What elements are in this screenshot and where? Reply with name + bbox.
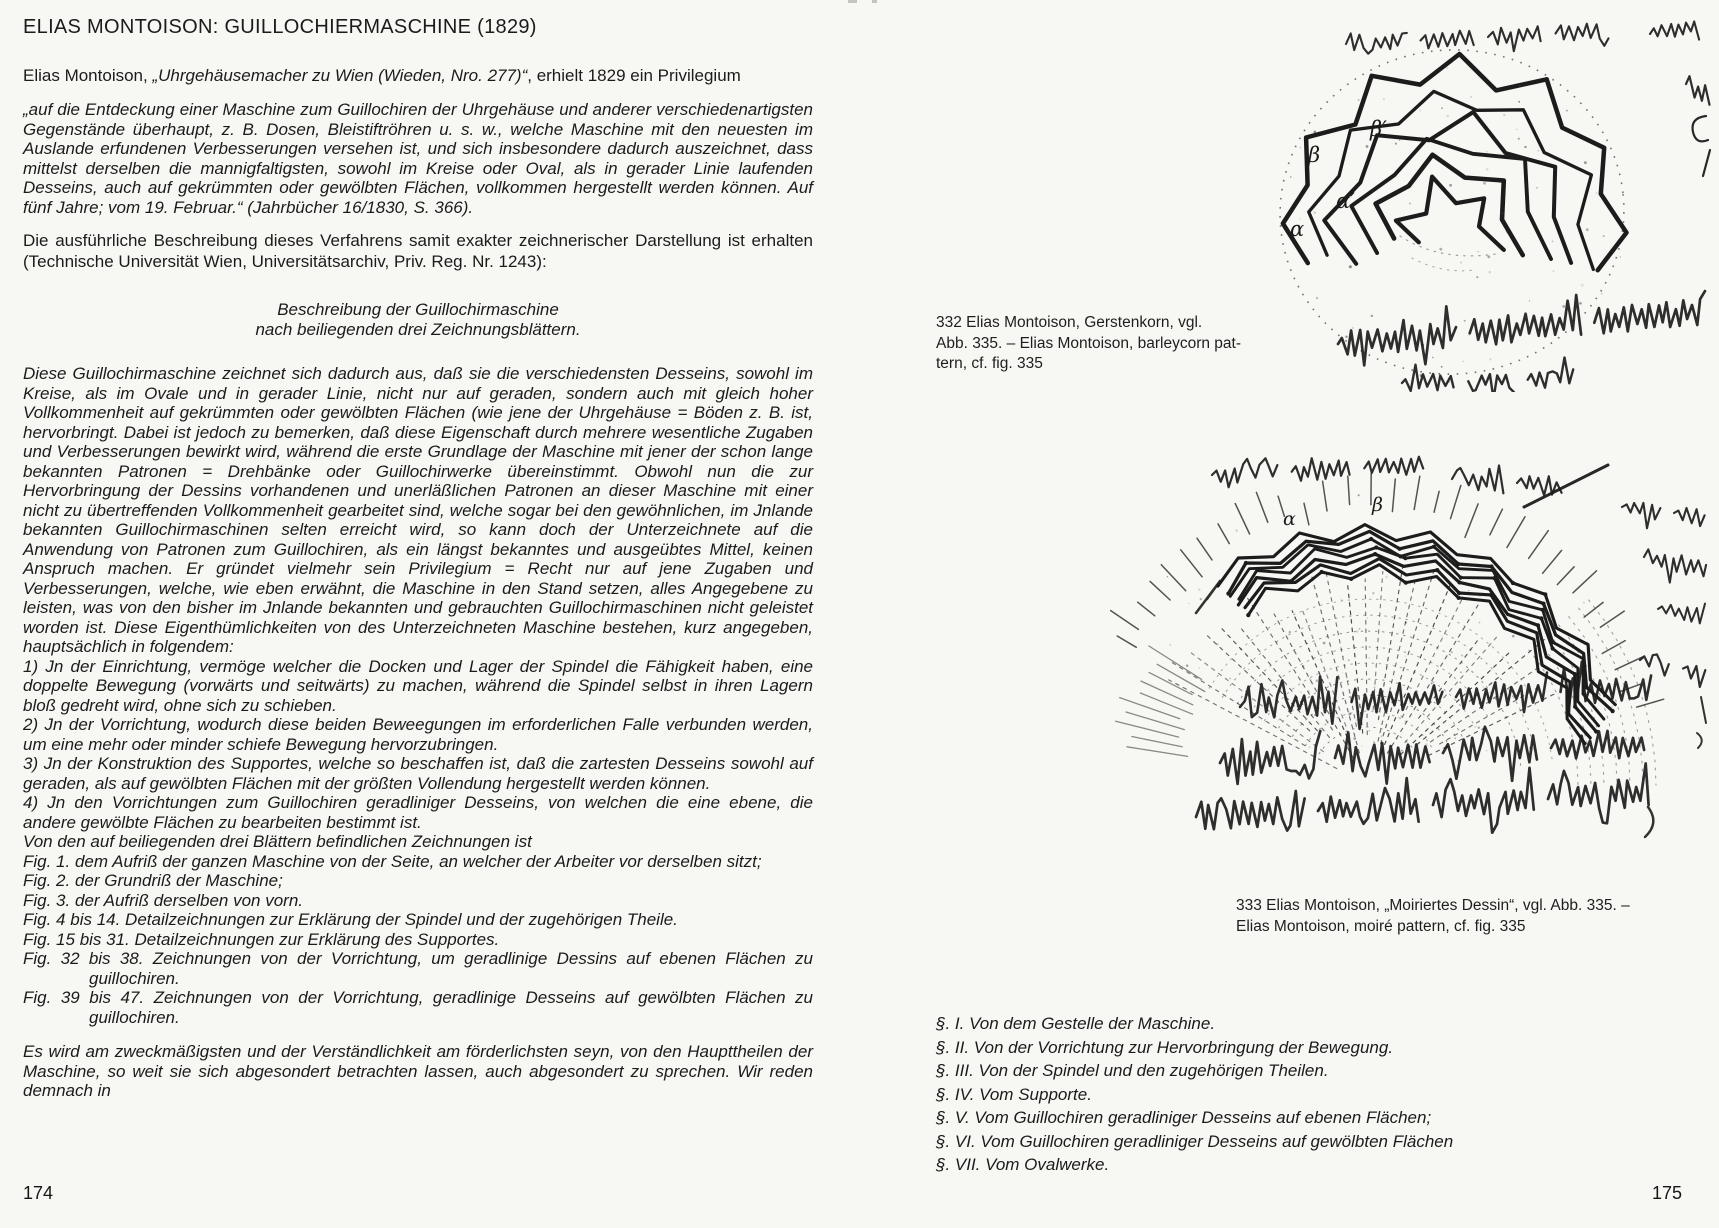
page-175 bbox=[860, 0, 1719, 1228]
page-number-left: 174 bbox=[23, 1183, 54, 1203]
section-item: §. VI. Vom Guillochiren geradliniger Desseins auf gewölbten Flächen bbox=[936, 1131, 1454, 1151]
description-paragraph: Diese Guillochirmaschine zeichnet sich dadurch aus, daß sie die verschiedensten Desseins, sowohl im Kreise, als im Ovale und in gerader Linie, nicht nur auf geraden, sondern auch mit gleich hoher Vollkommenheit auf gekrümmten oder gewölbten Flächen (wie jene der Uhrgehäuse = Böden z. B. ist, hervorbringt. Dabei ist jedoch zu bemerken, daß diese Eigenschaft durch mehrere wesentliche Zugaben und Verbesserungen bewirkt wird, während die erste Grundlage der Maschine mit jener der schon lange bekannten Patronen = Drehbänke oder Guillochirwerke übereinstimmt. Obwohl nun die zur Hervorbringung der Dessins vorhandenen und unerläßlichen Patronen an dieser Maschine mit einer nicht zu übertreffenden Vollkommenheit gearbeitet sind, welche sogar bei den gewöhnlichen, im Jnlande bekannten Guillochirmaschinen selten erreicht wird, so kann doch der Unterzeichnete auf die Anwendung von Patronen zum Guillochiren, als ein längst bekanntes und ausgeübtes Mittel, keinen Anspruch machen. Er gründet vielmehr sein Privilegium = Recht nur auf jene Zugaben und Verbesserungen, welche, wie eben erwähnt, die Maschine in den Stand setzen, alles Angegebene zu leisten, was von den bisher im Jnlande bekannten und gebrauchten Guillochirmaschinen nicht geleistet worden ist. Diese Eigenthümlichkeiten von des Unterzeichneten Maschine bestehen, kurz angegeben, hauptsächlich in folgendem: bbox=[23, 364, 813, 656]
figure-332-label-beta-prime: β′ bbox=[1370, 117, 1387, 141]
figure-332-caption bbox=[936, 313, 1296, 375]
figure-list-item: Fig. 4 bis 14. Detailzeichnungen zur Erklärung der Spindel und der zugehörigen Theile. bbox=[23, 910, 678, 929]
section-item: §. V. Vom Guillochiren geradliniger Desseins auf ebenen Flächen; bbox=[936, 1108, 1432, 1127]
numbered-point-4: 4) Jn den Vorrichtungen zum Guillochiren geradliniger Desseins, von welchen die eine ebene, die andere gewölbte Flächen zu bearbeiten bestimmt ist. bbox=[23, 793, 813, 832]
section-list bbox=[936, 1012, 1453, 1177]
intro-quoted-title: „Uhrgehäusemacher zu Wien (Wieden, Nro. 277)“ bbox=[152, 66, 528, 85]
numbered-point-3: 3) Jn der Konstruktion des Supportes, welche so beschaffen ist, daß die zartesten Desseins sowohl auf geraden, als auf gewölbten Flächen mit der größten Vollendung hergestellt werden können. bbox=[23, 754, 813, 793]
intro-paragraph bbox=[23, 65, 813, 86]
figure-list-item: Fig. 2. der Grundriß der Maschine; bbox=[23, 871, 283, 890]
intro-pre: Elias Montoison, bbox=[23, 66, 153, 85]
intro-post: , erhielt 1829 ein Privilegium bbox=[527, 66, 741, 85]
figure-332-caption-line: Abb. 335. – Elias Montoison, barleycorn pat- bbox=[936, 334, 1242, 352]
section-item: §. IV. Vom Supporte. bbox=[936, 1084, 1092, 1104]
closing-paragraph: Es wird am zweckmäßigsten und der Verständlichkeit am förderlichsten seyn, von den Haupttheilen der Maschine, so weit sie sich abgesondert betrachten lassen, auch abgesondert zu sprechen. Wir reden demnach in bbox=[23, 1042, 813, 1100]
figure-list-item: Fig. 1. dem Aufriß der ganzen Maschine von der Seite, an welcher der Arbeiter vor derselben sitzt; bbox=[23, 851, 762, 871]
figure-333-label-alpha: α bbox=[1283, 508, 1296, 530]
section-item: §. III. Von der Spindel und den zugehörigen Theilen. bbox=[936, 1061, 1329, 1080]
subheading-line-2: nach beiliegenden drei Zeichnungsblättern. bbox=[255, 320, 581, 339]
drawings-intro-line: Von den auf beiliegenden drei Blättern befindlichen Zeichnungen ist bbox=[23, 832, 532, 851]
figure-332-caption-line: 332 Elias Montoison, Gerstenkorn, vgl. bbox=[936, 314, 1203, 331]
scan-artifact bbox=[848, 0, 857, 3]
figure-332-label-beta: β bbox=[1308, 143, 1321, 167]
figure-333-label-beta: β bbox=[1372, 494, 1383, 516]
section-item: §. II. Von der Vorrichtung zur Hervorbringung der Bewegung. bbox=[936, 1037, 1394, 1057]
subheading-line-1: Beschreibung der Guillochirmaschine bbox=[277, 300, 559, 319]
figure-332-label-alpha: α bbox=[1290, 217, 1305, 241]
section-item: §. VII. Vom Ovalwerke. bbox=[936, 1155, 1110, 1174]
page-number-right: 175 bbox=[1652, 1183, 1683, 1203]
figure-list-item: Fig. 39 bis 47. Zeichnungen von der Vorrichtung, geradlinige Desseins auf gewölbten Flächen zu guillochiren. bbox=[23, 988, 813, 1027]
archive-note: Die ausführliche Beschreibung dieses Verfahrens samit exakter zeichnerischer Darstellung ist erhalten (Technische Universität Wien, Universitätsarchiv, Priv. Reg. Nr. 1243): bbox=[23, 231, 813, 271]
figure-333-caption-line: Elias Montoison, moiré pattern, cf. fig. 335 bbox=[1236, 917, 1526, 935]
figure-332-label-alpha-prime: α′ bbox=[1336, 189, 1355, 213]
figure-list-item: Fig. 15 bis 31. Detailzeichnungen zur Erklärung des Supportes. bbox=[23, 929, 500, 949]
numbered-point-1: 1) Jn der Einrichtung, vermöge welcher die Docken und Lager der Spindel die Fähigkeit haben, eine doppelte Bewegung (vorwärts und seitwärts) zu machen, während die Spindel selbst in ihren Lagern bloß gedreht wird, ohne sich zu schieben. bbox=[23, 656, 813, 715]
figure-333-caption bbox=[1236, 896, 1716, 937]
figure-332-art bbox=[1264, 22, 1710, 393]
figure-333-drawing bbox=[1100, 445, 1719, 890]
page-title: ELIAS MONTOISON: GUILLOCHIERMASCHINE (1829) bbox=[23, 16, 537, 38]
figure-333-caption-line: 333 Elias Montoison, „Moiriertes Dessin“, vgl. Abb. 335. – bbox=[1236, 897, 1630, 914]
figure-332-caption-line: tern, cf. fig. 335 bbox=[936, 355, 1043, 372]
privilege-quote: „auf die Entdeckung einer Maschine zum Guillochiren der Uhrgehäuse und anderer verschiedenartigsten Gegenstände überhaupt, z. B. Dosen, Bleistiftröhren u. s. w., welche Maschine mit den neuesten im Auslande erfundenen Verbesserungen versehen ist, und sich insbesondere dadurch auszeichnet, dass mittelst derselben die mannigfaltigsten, sowohl im Kreise oder Oval, als in gerader Linie laufenden Desseins, auch auf gekrümmten oder gewölbten Flächen, vollkommen hergestellt werden können. Auf fünf Jahre; vom 19. Februar.“ (Jahrbücher 16/1830, S. 366). bbox=[23, 100, 813, 217]
subheading bbox=[23, 300, 813, 340]
figure-list-item: Fig. 32 bis 38. Zeichnungen von der Vorrichtung, um geradlinige Dessins auf ebenen Flächen zu guillochiren. bbox=[23, 949, 813, 988]
page-174 bbox=[23, 0, 813, 1101]
numbered-point-2: 2) Jn der Vorrichtung, wodurch diese beiden Beweegungen im erforderlichen Falle verbunden werden, um eine mehr oder minder schiefe Bewegung hervorzubringen. bbox=[23, 715, 813, 754]
figure-333-art bbox=[1111, 457, 1706, 837]
figure-list-item: Fig. 3. der Aufriß derselben von vorn. bbox=[23, 890, 304, 910]
section-item: §. I. Von dem Gestelle der Maschine. bbox=[936, 1014, 1216, 1033]
